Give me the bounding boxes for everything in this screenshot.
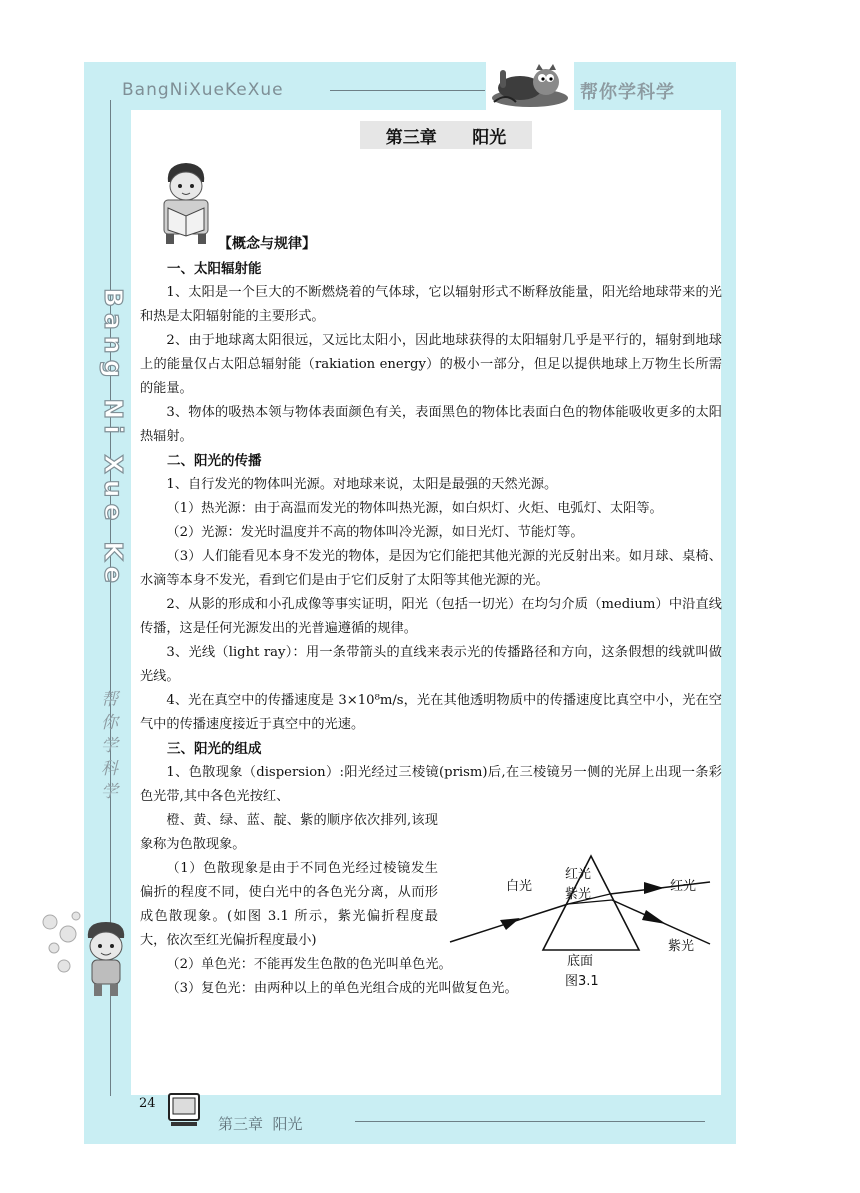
paragraph: （2）单色光：不能再发生色散的色光叫单色光。 xyxy=(166,957,452,972)
paragraph: 2、从影的形成和小孔成像等事实证明，阳光（包括一切光）在均匀介质（medium）中沿直线传播，这是任何光源发出的光普遍遵循的规律。 xyxy=(140,597,722,636)
footer-chapter-title: 第三章 阳光 xyxy=(218,1115,303,1133)
monitor-icon xyxy=(167,1092,201,1128)
paragraph: 1、色散现象（dispersion）:阳光经过三棱镜(prism)后,在三棱镜另一侧的光屏上出现一条彩色光带,其中各色光按红、 xyxy=(140,765,722,804)
section-heading: 一、太阳辐射能 xyxy=(167,261,262,277)
header-rule xyxy=(330,90,485,91)
paragraph: （1）色散现象是由于不同色光经过棱镜发生偏折的程度不同，使白光中的各色光分离，从而形成色散现象。(如图 3.1 所示，紫光偏折程度最大，依次至红光偏折程度最小) xyxy=(140,861,438,948)
label-red-out: 红光 xyxy=(670,879,697,894)
paragraph: （1）热光源：由于高温而发光的物体叫热光源，如白炽灯、火炬、电弧灯、太阳等。 xyxy=(166,501,663,516)
label-base: 底面 xyxy=(567,954,594,969)
prism-figure xyxy=(448,852,716,992)
paragraph: 1、自行发光的物体叫光源。对地球来说，太阳是最强的天然光源。 xyxy=(166,477,558,492)
paragraph: 2、由于地球离太阳很远，又远比太阳小，因此地球获得的太阳辐射几乎是平行的，辐射到地球上的能量仅占太阳总辐射能（rakiation energy）的极小一部分，但足以提供地球上万物生长所需的能量。 xyxy=(140,333,722,396)
violet-arrow xyxy=(642,910,666,924)
figure-caption: 图3.1 xyxy=(565,974,599,989)
label-red-inside: 红光 xyxy=(565,867,592,882)
label-violet-inside: 紫光 xyxy=(565,887,592,902)
paragraph: （2）光源：发光时温度并不高的物体叫冷光源，如日光灯、节能灯等。 xyxy=(166,525,584,540)
red-arrow xyxy=(644,882,664,894)
cat-mascot-icon xyxy=(486,62,574,110)
label-white-light: 白光 xyxy=(506,879,533,894)
white-arrow xyxy=(500,918,520,930)
footer-rule xyxy=(355,1121,705,1122)
section-heading: 三、阳光的组成 xyxy=(167,741,262,757)
label-violet-out: 紫光 xyxy=(668,939,695,954)
header-brand: 帮你学科学 xyxy=(580,82,675,103)
header-pinyin: BangNiXueKeXue xyxy=(122,80,284,100)
paragraph: 3、光线（light ray）：用一条带箭头的直线来表示光的传播路径和方向，这条假想的线就叫做光线。 xyxy=(140,645,722,684)
paragraph: 3、物体的吸热本领与物体表面颜色有关，表面黑色的物体比表面白色的物体能吸收更多的太阳热辐射。 xyxy=(140,405,722,444)
concept-heading: 【概念与规律】 xyxy=(218,236,316,252)
paragraph: 1、太阳是一个巨大的不断燃烧着的气体球，它以辐射形式不断释放能量，阳光给地球带来的光和热是太阳辐射能的主要形式。 xyxy=(140,285,722,324)
chapter-title: 第三章 阳光 xyxy=(360,121,532,149)
paragraph: （3）复色光：由两种以上的单色光组合成的光叫做复色光。 xyxy=(166,981,518,996)
paragraph: 橙、黄、绿、蓝、靛、紫的顺序依次排列,该现象称为色散现象。 xyxy=(140,813,438,852)
bubble-child-icon xyxy=(40,908,136,1004)
reading-child-icon xyxy=(158,160,214,246)
side-brand: 帮你学科学 xyxy=(97,690,117,805)
page-number: 24 xyxy=(139,1096,156,1111)
section-heading: 二、阳光的传播 xyxy=(167,453,262,469)
side-pinyin: Bang Ni Xue Ke xyxy=(99,288,128,590)
paragraph: （3）人们能看见本身不发光的物体，是因为它们能把其他光源的光反射出来。如月球、桌椅、水滴等本身不发光，看到它们是由于它们反射了太阳等其他光源的光。 xyxy=(140,549,722,588)
paragraph: 4、光在真空中的传播速度是 3×10⁸m/s，光在其他透明物质中的传播速度比真空中小，光在空气中的传播速度接近于真空中的光速。 xyxy=(140,693,722,732)
